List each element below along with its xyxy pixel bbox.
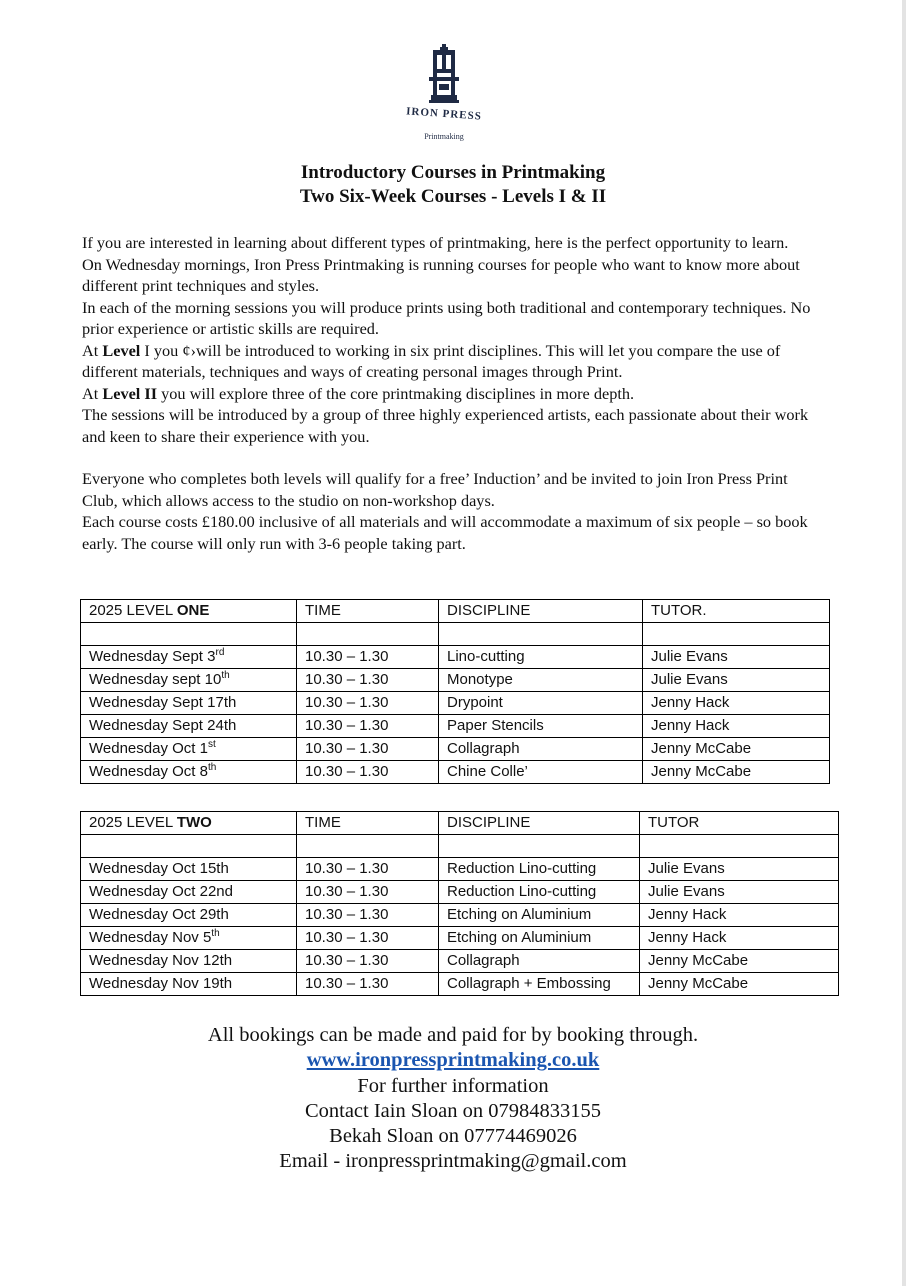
session-tutor: Jenny McCabe: [643, 761, 830, 784]
table-row: [81, 692, 830, 715]
intro-paragraph: Each course costs £180.00 inclusive of all materials and will accommodate a maximum of six people – so book early. The course will only run with 3-6 people taking part.: [82, 512, 808, 553]
session-time: 10.30 – 1.30: [297, 927, 439, 950]
header-time: TIME: [297, 600, 439, 623]
session-date: [81, 692, 297, 715]
intro-paragraph: In each of the morning sessions you will produce prints using both traditional and contemporary techniques. No prior experience or artistic skills are required.: [82, 297, 811, 338]
header-level: [81, 812, 297, 835]
session-time: 10.30 – 1.30: [297, 646, 439, 669]
booking-footer: [0, 1023, 906, 1175]
session-discipline: Lino-cutting: [439, 646, 643, 669]
header-level: [81, 600, 297, 623]
intro-paragraph-level-two: [82, 383, 827, 405]
header-prefix: 2025 LEVEL: [89, 814, 177, 831]
session-date: [81, 738, 297, 761]
intro-paragraph: On Wednesday mornings, Iron Press Printmaking is running courses for people who want to know more about different print techniques and styles.: [82, 254, 800, 295]
date-suffix: th: [207, 762, 217, 773]
intro-paragraph: The sessions will be introduced by a group of three highly experienced artists, each passionate about their work and keen to share their experience with you.: [82, 405, 809, 446]
table-row: [81, 858, 839, 881]
table-header-row: [81, 600, 830, 623]
header-time: TIME: [297, 812, 439, 835]
session-tutor: Julie Evans: [640, 858, 839, 881]
date-text: Wednesday Sept 24th: [89, 717, 237, 734]
table-row: [81, 646, 830, 669]
table-row: [81, 738, 830, 761]
session-tutor: Jenny McCabe: [640, 973, 839, 996]
session-time: 10.30 – 1.30: [297, 715, 439, 738]
session-time: 10.30 – 1.30: [297, 669, 439, 692]
date-text: Wednesday Nov 5: [89, 929, 212, 946]
header-tutor: TUTOR: [640, 812, 839, 835]
session-discipline: Paper Stencils: [439, 715, 643, 738]
date-text: Wednesday Oct 1: [89, 740, 208, 757]
header-discipline: DISCIPLINE: [439, 812, 640, 835]
date-suffix: th: [211, 928, 220, 939]
session-date: [81, 761, 297, 784]
session-date: [81, 881, 297, 904]
table-row: [81, 950, 839, 973]
intro-paragraph: If you are interested in learning about different types of printmaking, here is the perfect opportunity to learn.: [82, 233, 789, 252]
session-time: 10.30 – 1.30: [297, 858, 439, 881]
footer-line: For further information: [357, 1074, 549, 1097]
session-time: 10.30 – 1.30: [297, 761, 439, 784]
session-date: [81, 858, 297, 881]
date-text: Wednesday Oct 8: [89, 763, 208, 780]
session-tutor: Jenny McCabe: [643, 738, 830, 761]
session-discipline: Etching on Aluminium: [439, 904, 640, 927]
text-fragment: I you ¢›will be introduced to working in six print disciplines. This will let you compare the use of different materials, techniques and ways of creating personal images through Print.: [82, 340, 781, 381]
session-discipline: Collagraph + Embossing: [439, 973, 640, 996]
intro-paragraph-level-one: [82, 340, 827, 383]
session-time: 10.30 – 1.30: [297, 738, 439, 761]
header-level-bold: TWO: [176, 814, 212, 831]
session-tutor: Julie Evans: [640, 881, 839, 904]
session-tutor: Jenny Hack: [640, 904, 839, 927]
session-time: 10.30 – 1.30: [297, 881, 439, 904]
session-tutor: Jenny Hack: [640, 927, 839, 950]
header-discipline: DISCIPLINE: [439, 600, 643, 623]
date-suffix: th: [221, 670, 230, 681]
date-text: Wednesday sept 10: [89, 671, 222, 688]
date-text: Wednesday Nov 12th: [89, 952, 233, 969]
table-row: [81, 973, 839, 996]
header-tutor: TUTOR.: [643, 600, 830, 623]
session-tutor: Jenny Hack: [643, 715, 830, 738]
session-discipline: Collagraph: [439, 950, 640, 973]
session-date: [81, 950, 297, 973]
date-text: Wednesday Nov 19th: [89, 975, 233, 992]
session-date: [81, 646, 297, 669]
header-prefix: 2025 LEVEL: [89, 602, 177, 619]
level-one-schedule-table: [80, 599, 830, 784]
session-date: [81, 904, 297, 927]
session-discipline: Chine Colle’: [439, 761, 643, 784]
session-discipline: Drypoint: [439, 692, 643, 715]
paragraph-gap: [82, 447, 827, 468]
level-two-schedule-table: [80, 811, 839, 996]
contact-email: Email - ironpressprintmaking@gmail.com: [279, 1150, 627, 1173]
footer-line: All bookings can be made and paid for by booking through.: [207, 1024, 699, 1046]
text-fragment: At: [82, 383, 103, 403]
session-time: 10.30 – 1.30: [297, 904, 439, 927]
title-line-2: Two Six-Week Courses - Levels I & II: [299, 186, 607, 207]
session-discipline: Collagraph: [439, 738, 643, 761]
table-row: [81, 761, 830, 784]
table-row: [81, 715, 830, 738]
session-date: [81, 669, 297, 692]
title-line-1: Introductory Courses in Printmaking: [300, 162, 606, 183]
date-text: Wednesday Oct 29th: [89, 906, 229, 923]
session-tutor: Julie Evans: [643, 669, 830, 692]
date-text: Wednesday Oct 15th: [89, 860, 229, 877]
table-row: [81, 927, 839, 950]
session-discipline: Etching on Aluminium: [439, 927, 640, 950]
date-suffix: st: [207, 739, 216, 750]
header-level-bold: ONE: [176, 602, 210, 619]
level-one-bold: Level: [102, 340, 141, 360]
intro-paragraph: Everyone who completes both levels will qualify for a free’ Induction’ and be invited to join Iron Press Print Club, which allows access to the studio on non-workshop days.: [82, 469, 788, 510]
level-two-bold: Level II: [102, 383, 158, 403]
logo-subtitle: Printmaking: [424, 132, 464, 141]
empty-row: [81, 623, 830, 646]
session-time: 10.30 – 1.30: [297, 950, 439, 973]
empty-row: [81, 835, 839, 858]
printing-press-icon: [429, 44, 459, 106]
intro-text: [82, 232, 827, 554]
session-tutor: Jenny Hack: [643, 692, 830, 715]
text-fragment: you will explore three of the core printmaking disciplines in more depth.: [157, 383, 635, 403]
iron-press-logo: [385, 44, 503, 141]
date-text: Wednesday Oct 22nd: [89, 883, 233, 900]
table-row: [81, 669, 830, 692]
website-link[interactable]: www.ironpressprintmaking.co.uk: [306, 1049, 600, 1072]
session-tutor: Jenny McCabe: [640, 950, 839, 973]
session-tutor: Julie Evans: [643, 646, 830, 669]
session-discipline: Reduction Lino-cutting: [439, 858, 640, 881]
session-date: [81, 973, 297, 996]
date-suffix: rd: [215, 647, 225, 658]
table-row: [81, 904, 839, 927]
session-time: 10.30 – 1.30: [297, 692, 439, 715]
session-date: [81, 715, 297, 738]
logo-wordmark: IRON PRESS: [405, 105, 483, 123]
table-header-row: [81, 812, 839, 835]
text-fragment: At: [82, 340, 103, 360]
table-row: [81, 881, 839, 904]
contact-iain: Contact Iain Sloan on 07984833155: [304, 1099, 602, 1122]
session-time: 10.30 – 1.30: [297, 973, 439, 996]
date-text: Wednesday Sept 17th: [89, 694, 237, 711]
session-discipline: Monotype: [439, 669, 643, 692]
session-date: [81, 927, 297, 950]
page-title: [0, 161, 906, 209]
contact-bekah: Bekah Sloan on 07774469026: [329, 1125, 577, 1148]
session-discipline: Reduction Lino-cutting: [439, 881, 640, 904]
date-text: Wednesday Sept 3: [89, 648, 216, 665]
